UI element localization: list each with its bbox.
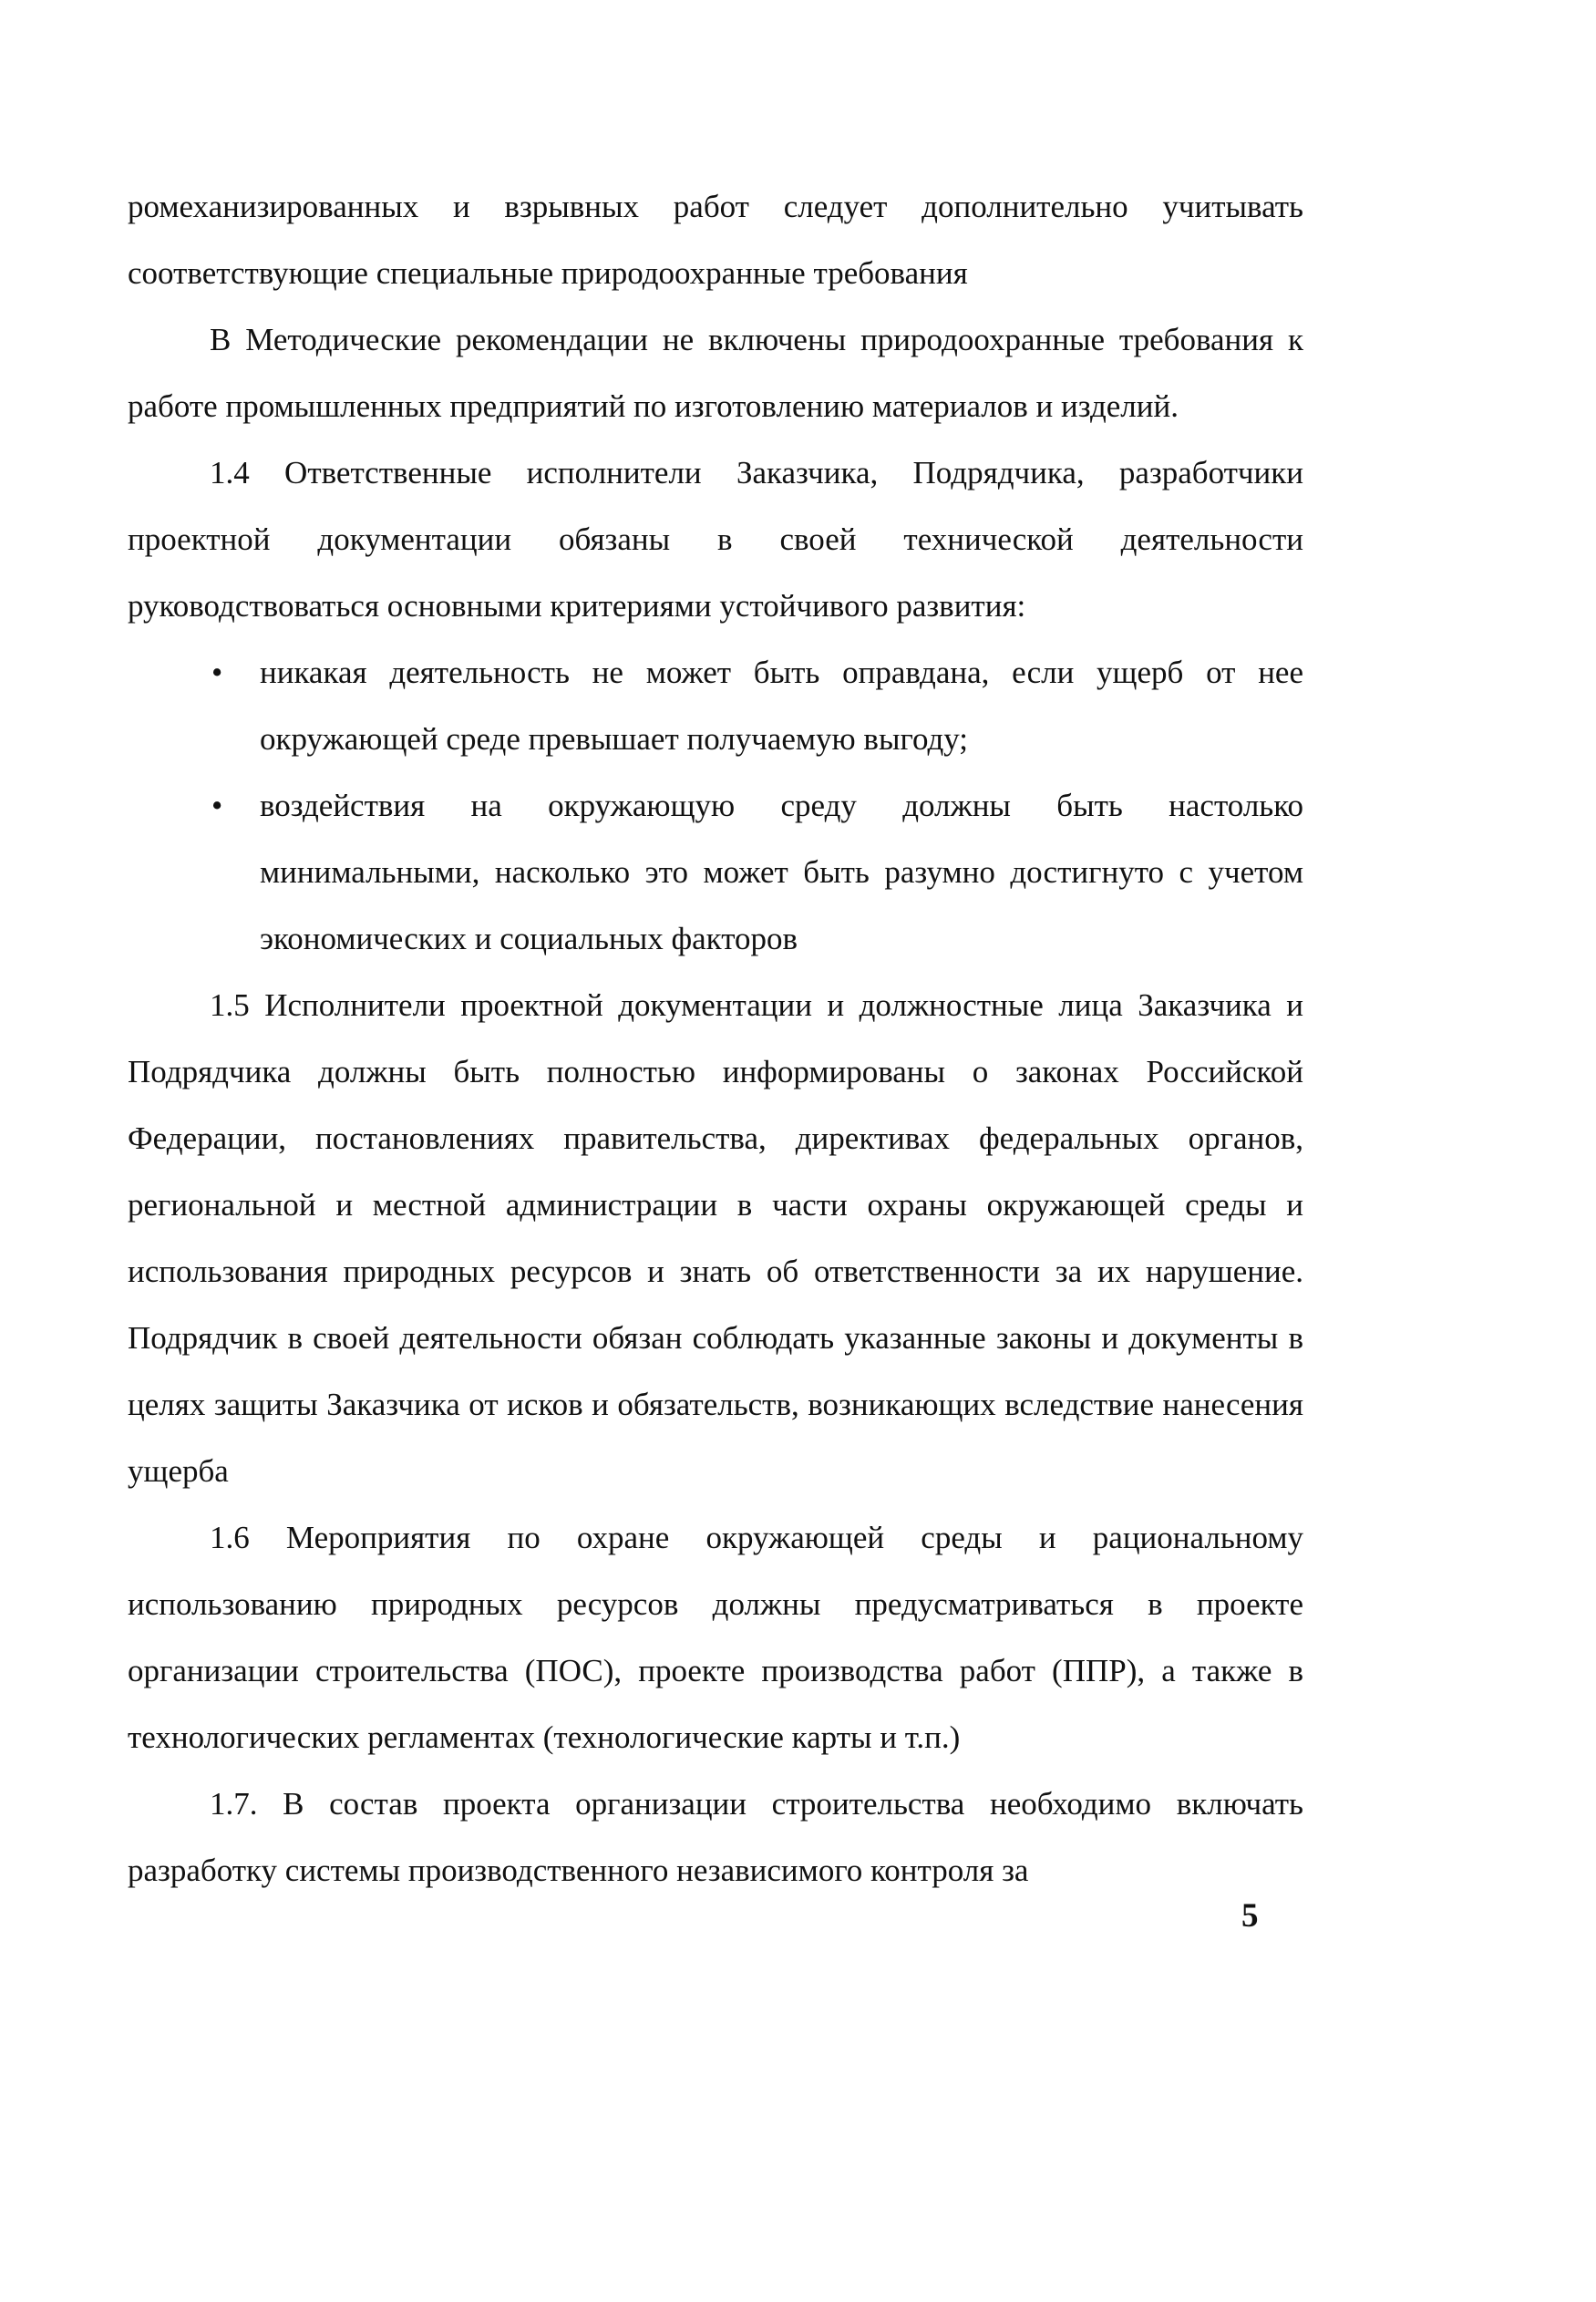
paragraph-1-7: 1.7. В состав проекта организации строительства необходимо включать разработку системы производственного независимого контроля за (128, 1786, 1303, 1888)
bullet-icon: • (211, 655, 223, 690)
page-number: 5 (1241, 1897, 1259, 1935)
criteria-text: воздействия на окружающую среду должны быть настолько минимальными, насколько это может быть разумно достигнуто с учетом экономических и социальных факторов (260, 788, 1303, 956)
document-body (128, 173, 1303, 1904)
bullet-icon: • (211, 788, 223, 823)
paragraph-continuation: ромеханизированных и взрывных работ следует дополнительно учитывать соответствующие специальные природоохранные требования (128, 189, 1303, 291)
paragraph-1-6: 1.6 Мероприятия по охране окружающей среды и рациональному использованию природных ресурсов должны предусматриваться в проекте организации строительства (ПОС), проекте производства работ (ППР), а также в технологических регламентах (технологические карты и т.п.) (128, 1520, 1303, 1755)
criteria-list-item (128, 639, 1303, 772)
criteria-list-item (128, 772, 1303, 972)
criteria-list (128, 639, 1303, 972)
criteria-text: никакая деятельность не может быть оправдана, если ущерб от нее окружающей среде превышает получаемую выгоду; (260, 655, 1303, 757)
paragraph-method-recommendations: В Методические рекомендации не включены природоохранные требования к работе промышленных предприятий по изготовлению материалов и изделий. (128, 322, 1303, 424)
paragraph-1-5: 1.5 Исполнители проектной документации и должностные лица Заказчика и Подрядчика должны быть полностью информированы о законах Российской Федерации, постановлениях правительства, директивах федеральных органов, региональной и местной администрации в части охраны окружающей среды и использования природных ресурсов и знать об ответственности за их нарушение. Подрядчик в своей деятельности обязан соблюдать указанные законы и документы в целях защиты Заказчика от исков и обязательств, возникающих вследствие нанесения ущерба (128, 987, 1303, 1489)
paragraph-1-4: 1.4 Ответственные исполнители Заказчика, Подрядчика, разработчики проектной документации обязаны в своей технической деятельности руководствоваться основными критериями устойчивого развития: (128, 455, 1303, 624)
